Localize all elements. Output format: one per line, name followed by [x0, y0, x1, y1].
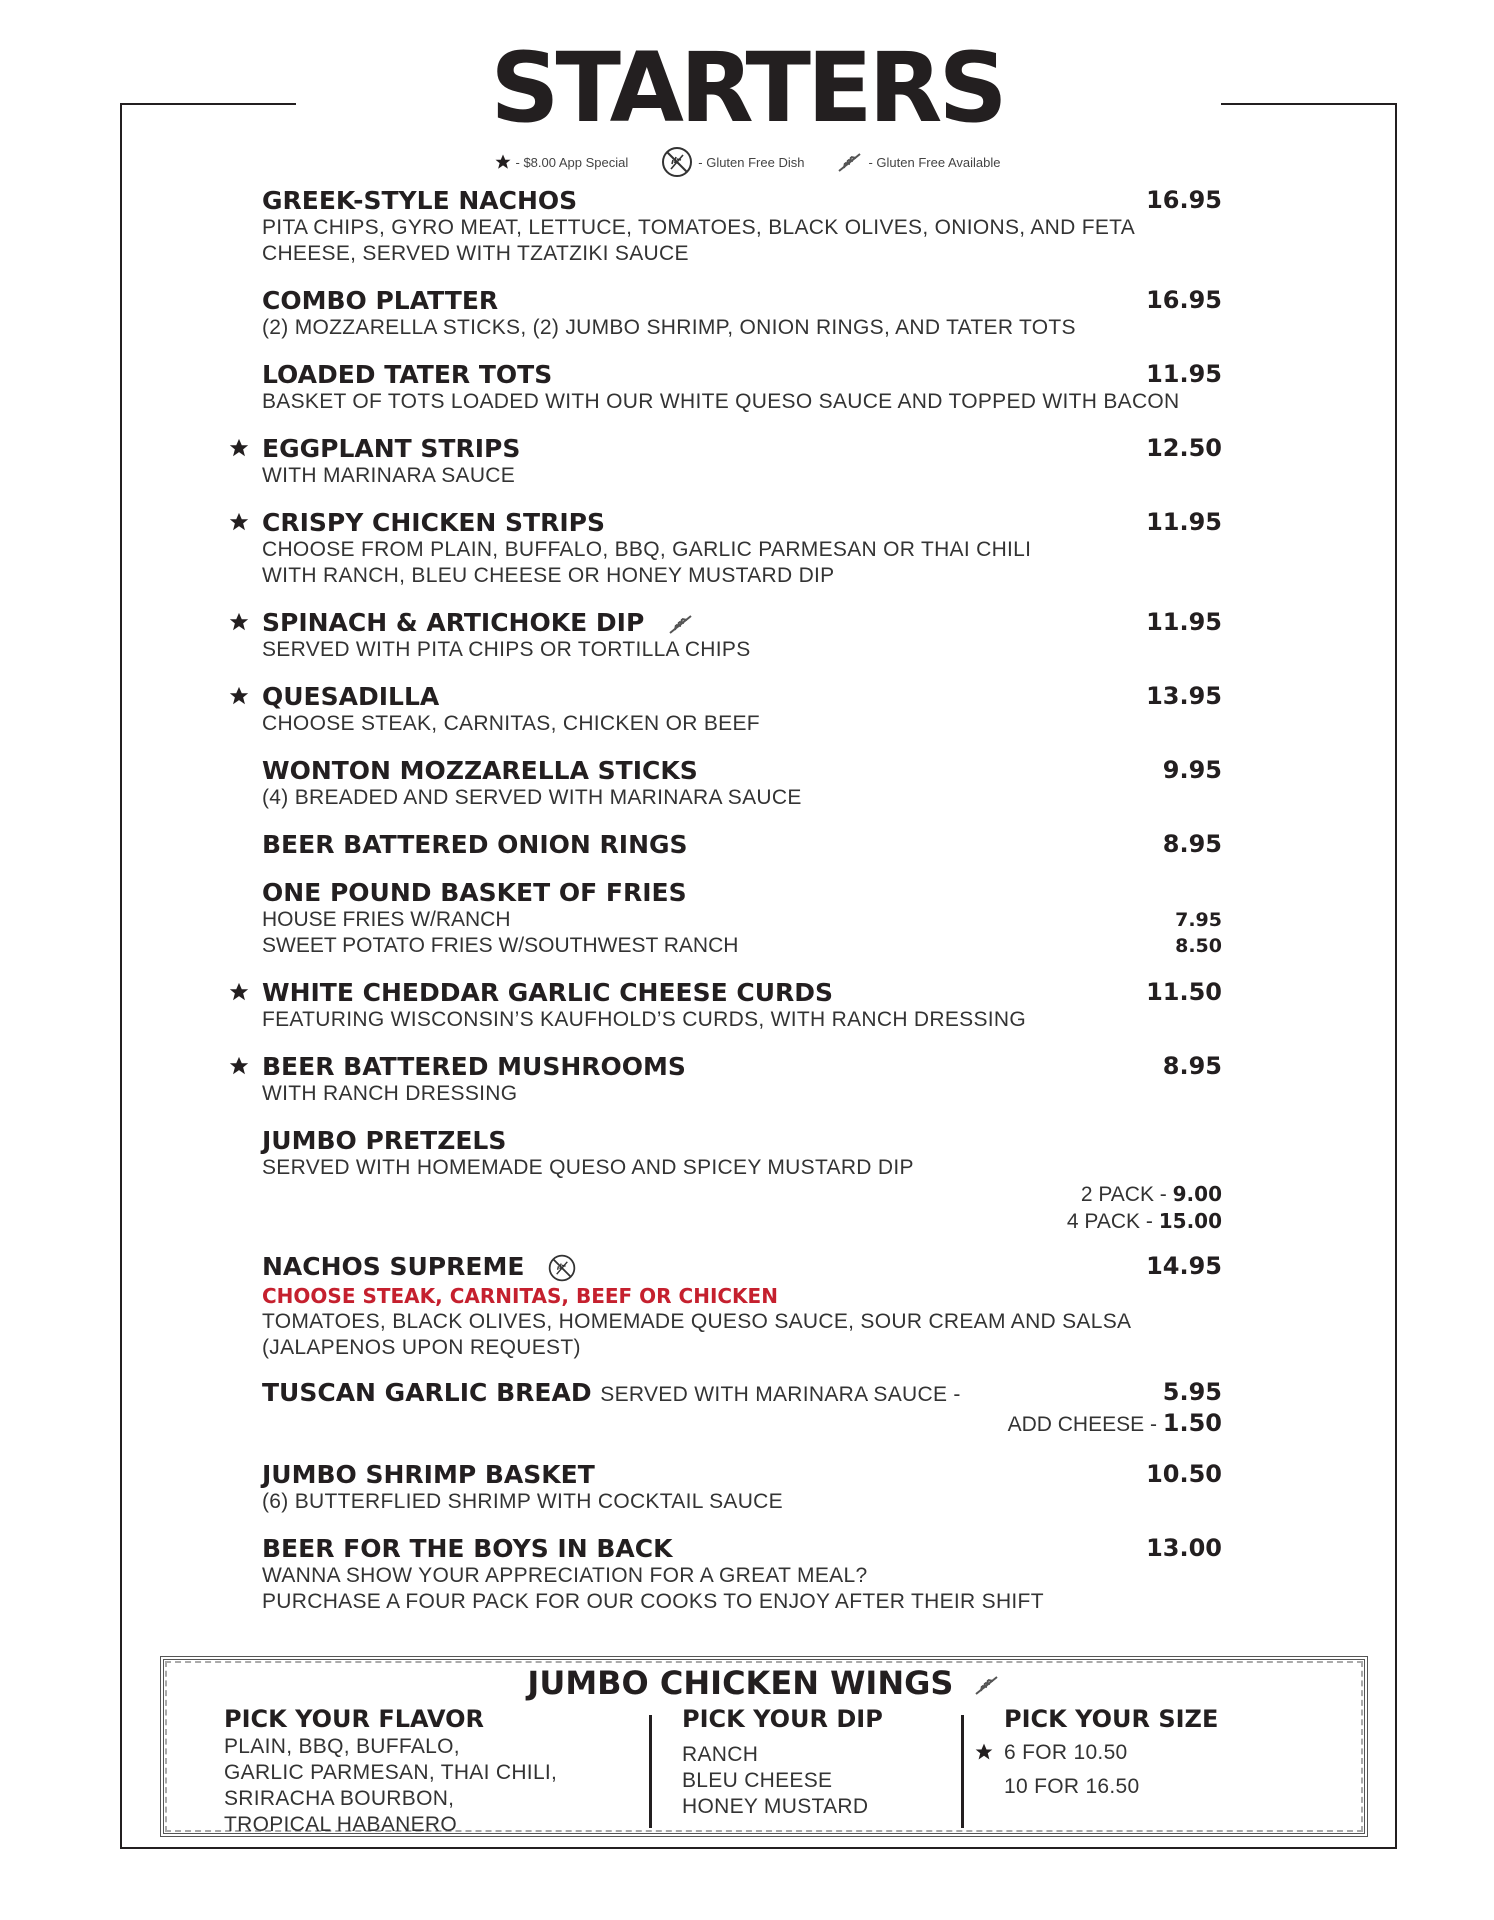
- menu-item: [262, 978, 1222, 1033]
- size-column: [1004, 1704, 1218, 1800]
- legend-app-special: [494, 153, 629, 171]
- size-label: 6 FOR 10.50: [1004, 1741, 1128, 1764]
- item-name: BEER FOR THE BOYS IN BACK: [262, 1534, 673, 1563]
- menu-item: [262, 830, 1222, 859]
- item-desc: BASKET OF TOTS LOADED WITH OUR WHITE QUESO SAUCE AND TOPPED WITH BACON: [262, 390, 1180, 413]
- item-name-row: [262, 608, 1222, 637]
- item-name: TUSCAN GARLIC BREAD: [262, 1378, 592, 1407]
- dip-heading: PICK YOUR DIP: [682, 1705, 883, 1733]
- size-heading: PICK YOUR SIZE: [1004, 1705, 1219, 1733]
- item-name: BEER BATTERED ONION RINGS: [262, 830, 688, 859]
- item-price: 11.95: [1146, 360, 1222, 388]
- flavor-column: [224, 1704, 557, 1838]
- item-name: ONE POUND BASKET OF FRIES: [262, 878, 687, 907]
- star-icon: [228, 437, 250, 459]
- star-icon: [228, 611, 250, 633]
- item-inline-desc: SERVED WITH MARINARA SAUCE -: [600, 1383, 961, 1406]
- wheat-icon: [973, 1673, 1001, 1697]
- column-divider: [961, 1715, 964, 1828]
- item-desc: TOMATOES, BLACK OLIVES, HOMEMADE QUESO SAUCE, SOUR CREAM AND SALSA: [262, 1310, 1132, 1333]
- star-icon: [974, 1742, 994, 1762]
- item-price: 16.95: [1146, 186, 1222, 214]
- item-name: GREEK-STYLE NACHOS: [262, 186, 578, 215]
- flavor-heading: PICK YOUR FLAVOR: [224, 1705, 485, 1733]
- star-icon: [494, 153, 512, 171]
- item-price: 9.95: [1162, 756, 1222, 784]
- item-name: EGGPLANT STRIPS: [262, 434, 521, 463]
- item-price: 11.95: [1146, 608, 1222, 636]
- item-desc: CHOOSE STEAK, CARNITAS, CHICKEN OR BEEF: [262, 712, 760, 735]
- option-label: HOUSE FRIES W/RANCH: [262, 908, 511, 931]
- pack-label: 2 PACK -: [1080, 1183, 1167, 1206]
- star-icon: [228, 685, 250, 707]
- item-price: 13.95: [1146, 682, 1222, 710]
- item-desc: (6) BUTTERFLIED SHRIMP WITH COCKTAIL SAUCE: [262, 1490, 783, 1513]
- menu-item: [262, 1126, 1222, 1235]
- addon-price: 1.50: [1162, 1409, 1222, 1437]
- item-desc: WITH RANCH, BLEU CHEESE OR HONEY MUSTARD DIP: [262, 564, 835, 587]
- column-divider: [649, 1715, 652, 1828]
- legend-gluten-free-dish: [660, 145, 804, 179]
- menu-item: [262, 682, 1222, 737]
- item-price: 16.95: [1146, 286, 1222, 314]
- menu-item: [262, 1252, 1222, 1361]
- item-desc: (4) BREADED AND SERVED WITH MARINARA SAUCE: [262, 786, 802, 809]
- addon-row: [262, 1410, 1222, 1438]
- page-title: STARTERS: [490, 32, 1004, 144]
- item-desc: WITH RANCH DRESSING: [262, 1082, 518, 1105]
- item-desc: PITA CHIPS, GYRO MEAT, LETTUCE, TOMATOES, BLACK OLIVES, ONIONS, AND FETA: [262, 216, 1136, 239]
- menu-item: [262, 286, 1222, 341]
- item-desc: (2) MOZZARELLA STICKS, (2) JUMBO SHRIMP, ONION RINGS, AND TATER TOTS: [262, 316, 1076, 339]
- item-highlight: CHOOSE STEAK, CARNITAS, BEEF OR CHICKEN: [262, 1284, 778, 1308]
- gluten-free-dish-icon: [547, 1253, 577, 1283]
- legend-gf-dish-text: - Gluten Free Dish: [698, 154, 805, 170]
- menu-item: [262, 186, 1222, 267]
- flavor-line: TROPICAL HABANERO: [224, 1813, 458, 1836]
- wings-title: JUMBO CHICKEN WINGS: [527, 1664, 954, 1702]
- item-price: 12.50: [1146, 434, 1222, 462]
- dip-option: BLEU CHEESE: [682, 1769, 833, 1792]
- pack-price: 9.00: [1172, 1182, 1222, 1206]
- legend-star-text: - $8.00 App Special: [515, 154, 629, 170]
- item-name: JUMBO SHRIMP BASKET: [262, 1460, 595, 1489]
- option-price: 7.95: [1175, 909, 1222, 931]
- wheat-icon: [667, 612, 695, 636]
- pack-price: 15.00: [1158, 1209, 1222, 1233]
- item-price: 8.95: [1162, 1052, 1222, 1080]
- menu-item: [262, 508, 1222, 589]
- pack-option: [262, 1208, 1222, 1235]
- item-name: LOADED TATER TOTS: [262, 360, 553, 389]
- item-price: 11.50: [1146, 978, 1222, 1006]
- item-desc: SERVED WITH PITA CHIPS OR TORTILLA CHIPS: [262, 638, 751, 661]
- menu-item: [262, 756, 1222, 811]
- item-name-row: [262, 1378, 1222, 1408]
- gluten-free-dish-icon: [660, 145, 694, 179]
- flavor-line: SRIRACHA BOURBON,: [224, 1787, 455, 1810]
- item-name: SPINACH & ARTICHOKE DIP: [262, 608, 645, 637]
- dip-option: RANCH: [682, 1743, 759, 1766]
- wings-title-row: [164, 1664, 1364, 1702]
- legend-gf-avail-text: - Gluten Free Available: [868, 154, 1001, 170]
- item-option: [262, 933, 1222, 959]
- item-name: JUMBO PRETZELS: [262, 1126, 507, 1155]
- frame-border: [120, 103, 122, 1849]
- menu-item: [262, 360, 1222, 415]
- flavor-line: GARLIC PARMESAN, THAI CHILI,: [224, 1761, 558, 1784]
- star-icon: [228, 511, 250, 533]
- dip-option: HONEY MUSTARD: [682, 1795, 869, 1818]
- menu-item: [262, 1052, 1222, 1107]
- flavor-line: PLAIN, BBQ, BUFFALO,: [224, 1735, 460, 1758]
- menu-item: [262, 1378, 1222, 1438]
- item-name: WONTON MOZZARELLA STICKS: [262, 756, 698, 785]
- item-name: NACHOS SUPREME: [262, 1252, 525, 1281]
- wings-box: [160, 1656, 1368, 1837]
- pack-label: 4 PACK -: [1066, 1210, 1153, 1233]
- item-desc: WANNA SHOW YOUR APPRECIATION FOR A GREAT MEAL?: [262, 1564, 868, 1587]
- item-desc: CHEESE, SERVED WITH TZATZIKI SAUCE: [262, 242, 689, 265]
- menu-item: [262, 434, 1222, 489]
- item-desc: PURCHASE A FOUR PACK FOR OUR COOKS TO ENJOY AFTER THEIR SHIFT: [262, 1590, 1044, 1613]
- option-label: SWEET POTATO FRIES W/SOUTHWEST RANCH: [262, 934, 739, 957]
- legend: [0, 150, 1494, 174]
- menu-item: [262, 1460, 1222, 1515]
- item-price: 14.95: [1146, 1252, 1222, 1280]
- item-price: 10.50: [1146, 1460, 1222, 1488]
- dip-column: [682, 1704, 883, 1820]
- size-option: [1004, 1740, 1218, 1766]
- legend-gluten-free-available: [836, 150, 1000, 174]
- item-price: 13.00: [1146, 1534, 1222, 1562]
- item-price: 5.95: [1162, 1378, 1222, 1406]
- menu-item: [262, 608, 1222, 663]
- star-icon: [228, 981, 250, 1003]
- frame-border: [120, 1847, 1397, 1849]
- item-desc: WITH MARINARA SAUCE: [262, 464, 516, 487]
- item-name: COMBO PLATTER: [262, 286, 499, 315]
- item-desc: CHOOSE FROM PLAIN, BUFFALO, BBQ, GARLIC PARMESAN OR THAI CHILI: [262, 538, 1032, 561]
- item-name-row: [262, 1252, 1222, 1283]
- item-desc: (JALAPENOS UPON REQUEST): [262, 1336, 581, 1359]
- menu-item: [262, 878, 1222, 959]
- option-price: 8.50: [1175, 935, 1222, 957]
- size-option: 10 FOR 16.50: [1004, 1775, 1140, 1798]
- wheat-icon: [836, 150, 864, 174]
- item-desc: FEATURING WISCONSIN’S KAUFHOLD’S CURDS, WITH RANCH DRESSING: [262, 1008, 1027, 1031]
- item-desc: SERVED WITH HOMEMADE QUESO AND SPICEY MUSTARD DIP: [262, 1156, 914, 1179]
- addon-label: ADD CHEESE -: [1007, 1413, 1157, 1436]
- star-icon: [228, 1055, 250, 1077]
- item-name: WHITE CHEDDAR GARLIC CHEESE CURDS: [262, 978, 834, 1007]
- item-price: 8.95: [1162, 830, 1222, 858]
- item-name: CRISPY CHICKEN STRIPS: [262, 508, 605, 537]
- item-price: 11.95: [1146, 508, 1222, 536]
- item-name: QUESADILLA: [262, 682, 440, 711]
- item-option: [262, 907, 1222, 933]
- menu-item: [262, 1534, 1222, 1615]
- item-name: BEER BATTERED MUSHROOMS: [262, 1052, 686, 1081]
- pack-option: [262, 1181, 1222, 1208]
- frame-border: [1395, 103, 1397, 1849]
